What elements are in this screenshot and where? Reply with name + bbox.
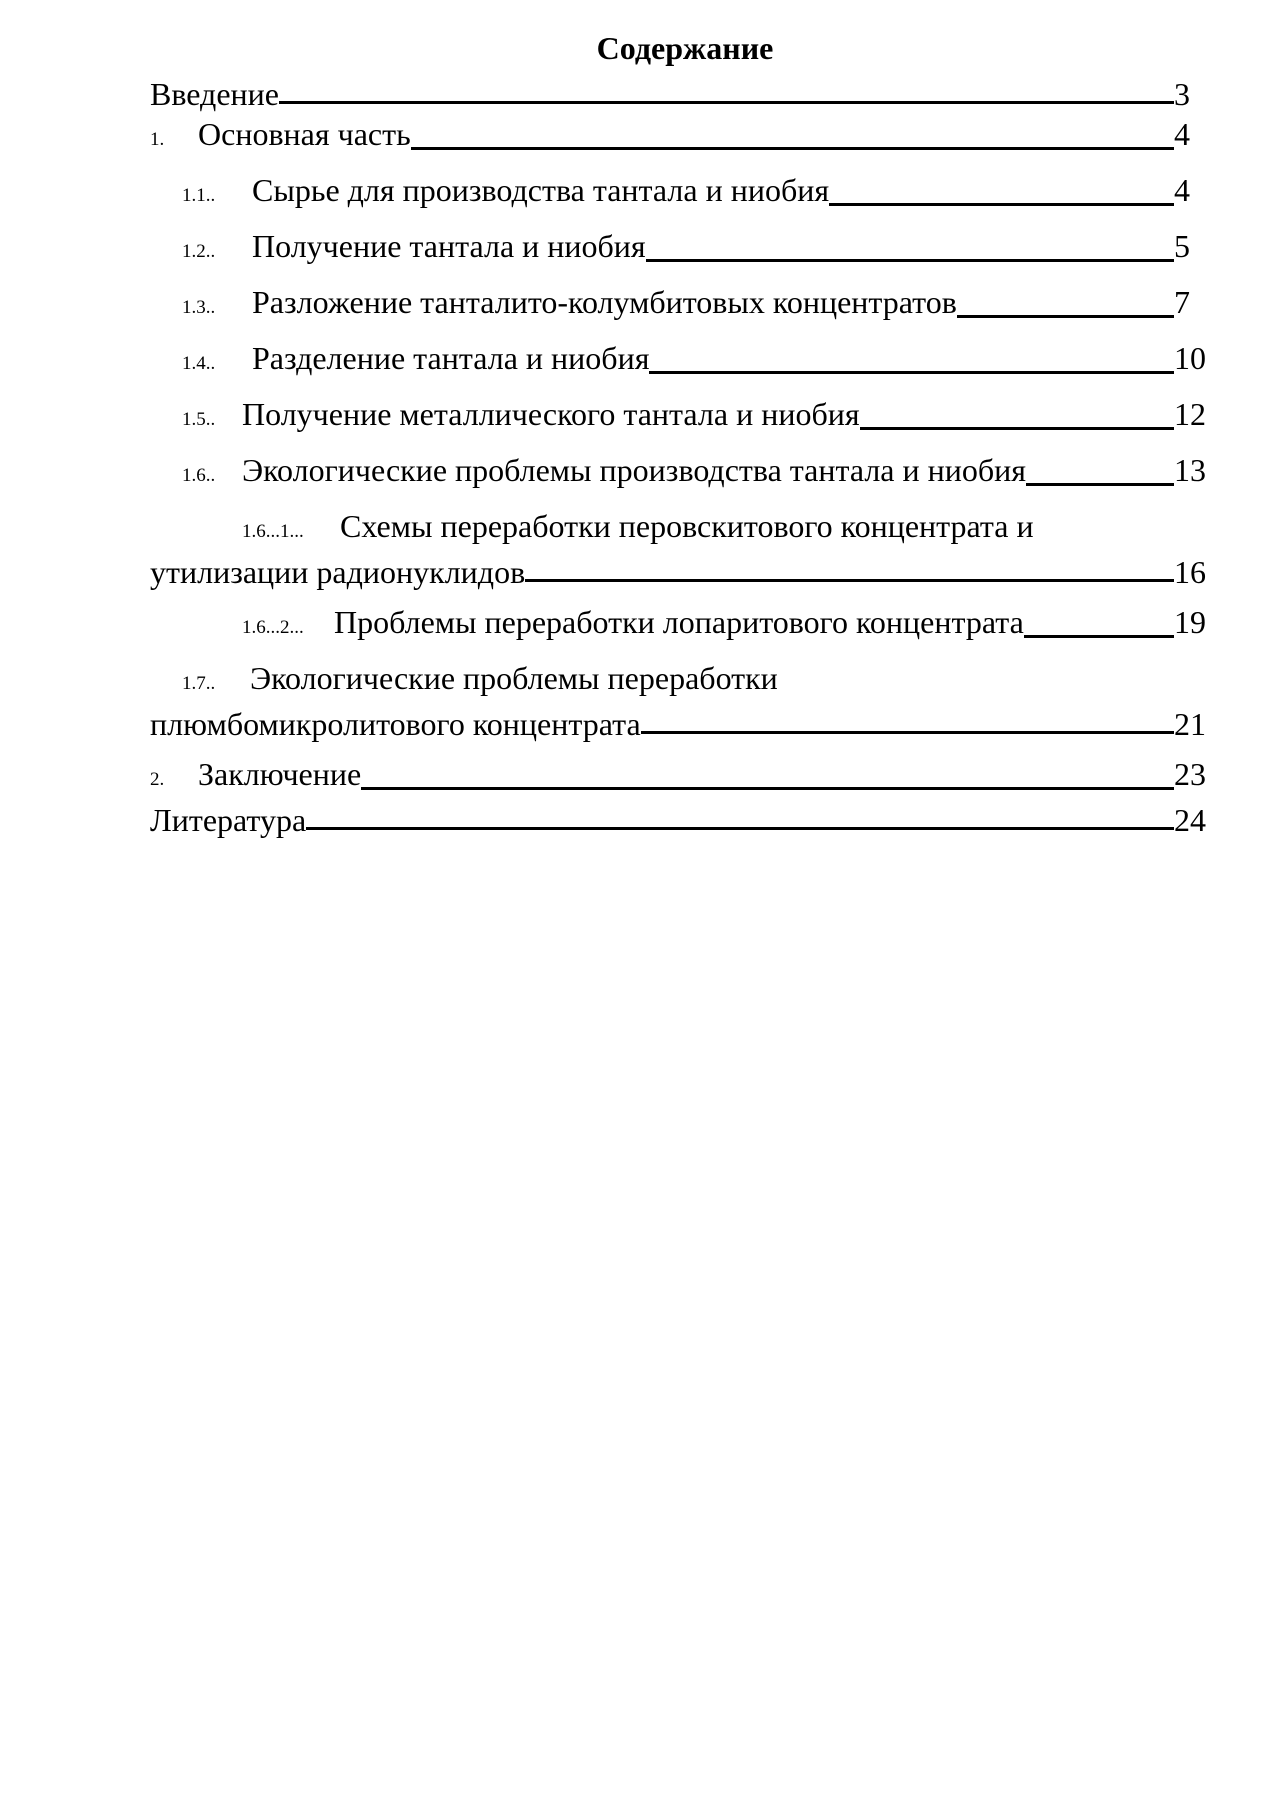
toc-page-number: 10 bbox=[1174, 340, 1206, 376]
toc-entry-text: Разделение тантала и ниобия bbox=[252, 340, 650, 376]
toc-entry-number: 2. bbox=[150, 769, 165, 790]
toc-entry-text: Получение тантала и ниобия bbox=[252, 228, 646, 264]
toc-entry-text-line1: Схемы переработки перовскитового концентрата и bbox=[340, 508, 1034, 544]
toc-page-number: 21 bbox=[1174, 706, 1206, 742]
toc-entry-text-line2: утилизации радионуклидов bbox=[150, 554, 526, 590]
toc-entry-number: 1.4.. bbox=[182, 353, 216, 374]
toc-entry-number: 1.7.. bbox=[182, 673, 216, 694]
toc-entry-number: 1. bbox=[150, 129, 165, 150]
toc-entry-text-line1: Экологические проблемы переработки bbox=[250, 660, 778, 696]
toc-entry-number: 1.5.. bbox=[182, 409, 216, 430]
toc-entry-literature[interactable] bbox=[150, 800, 1210, 840]
toc-entry-number: 1.2.. bbox=[182, 241, 216, 262]
toc-entry-text: Заключение bbox=[198, 756, 362, 792]
toc-entry-1-6[interactable] bbox=[150, 450, 1210, 496]
toc-leader-line bbox=[957, 315, 1174, 318]
toc-entry-1-5[interactable] bbox=[150, 394, 1210, 440]
toc-title: Содержание bbox=[596, 30, 774, 66]
toc-leader-line bbox=[411, 147, 1174, 150]
toc-page-number: 5 bbox=[1174, 228, 1190, 264]
toc-entry-text-line2: плюмбомикролитового концентрата bbox=[150, 706, 641, 742]
toc-entry-number: 1.6.. bbox=[182, 465, 216, 486]
toc-leader-line bbox=[649, 371, 1174, 374]
toc-entry-number: 1.6...1... bbox=[242, 521, 304, 542]
toc-entry-1-2[interactable] bbox=[150, 226, 1210, 272]
toc-entry-1-6-2[interactable] bbox=[150, 602, 1210, 648]
toc-entry-text: Основная часть bbox=[198, 116, 411, 152]
toc-entry-text: Экологические проблемы производства тантала и ниобия bbox=[242, 452, 1026, 488]
toc-leader-line bbox=[1026, 483, 1174, 486]
toc-entry-number: 1.3.. bbox=[182, 297, 216, 318]
toc-leader-line bbox=[860, 427, 1174, 430]
toc-page-number: 13 bbox=[1174, 452, 1206, 488]
toc-entry-text: Разложение танталито-колумбитовых концентратов bbox=[252, 284, 957, 320]
toc-leader-line bbox=[306, 827, 1174, 830]
toc-leader-line bbox=[646, 259, 1174, 262]
toc-leader-line bbox=[1024, 635, 1174, 638]
toc-entry-1-3[interactable] bbox=[150, 282, 1210, 328]
toc-page-number: 4 bbox=[1174, 172, 1190, 208]
toc-page-number: 12 bbox=[1174, 396, 1206, 432]
toc-entry-conclusion[interactable] bbox=[150, 754, 1210, 800]
toc-page-number: 23 bbox=[1174, 756, 1206, 792]
toc-leader-line bbox=[525, 579, 1174, 582]
toc-entry-text: Получение металлического тантала и ниобия bbox=[242, 396, 860, 432]
toc-entry-text: Литература bbox=[150, 802, 307, 838]
toc-entry-main-part[interactable] bbox=[150, 114, 1210, 160]
toc-page-number: 3 bbox=[1174, 76, 1190, 112]
toc-entry-number: 1.1.. bbox=[182, 185, 216, 206]
table-of-contents bbox=[150, 74, 1210, 840]
toc-entry-1-1[interactable] bbox=[150, 170, 1210, 216]
toc-leader-line bbox=[641, 731, 1174, 734]
toc-page-number: 16 bbox=[1174, 554, 1206, 590]
toc-entry-1-6-1[interactable] bbox=[150, 506, 1210, 592]
toc-leader-line bbox=[361, 787, 1174, 790]
toc-page-number: 24 bbox=[1174, 802, 1206, 838]
toc-entry-text: Проблемы переработки лопаритового концентрата bbox=[334, 604, 1024, 640]
toc-entry-introduction[interactable] bbox=[150, 74, 1210, 114]
toc-leader-line bbox=[829, 203, 1174, 206]
toc-page-number: 7 bbox=[1174, 284, 1190, 320]
toc-page-number: 19 bbox=[1174, 604, 1206, 640]
toc-entry-1-7[interactable] bbox=[150, 658, 1210, 744]
toc-entry-text: Введение bbox=[150, 76, 279, 112]
toc-entry-1-4[interactable] bbox=[150, 338, 1210, 384]
toc-entry-text: Сырье для производства тантала и ниобия bbox=[252, 172, 830, 208]
toc-entry-number: 1.6...2... bbox=[242, 617, 304, 638]
toc-page-number: 4 bbox=[1174, 116, 1190, 152]
toc-leader-line bbox=[279, 101, 1174, 104]
